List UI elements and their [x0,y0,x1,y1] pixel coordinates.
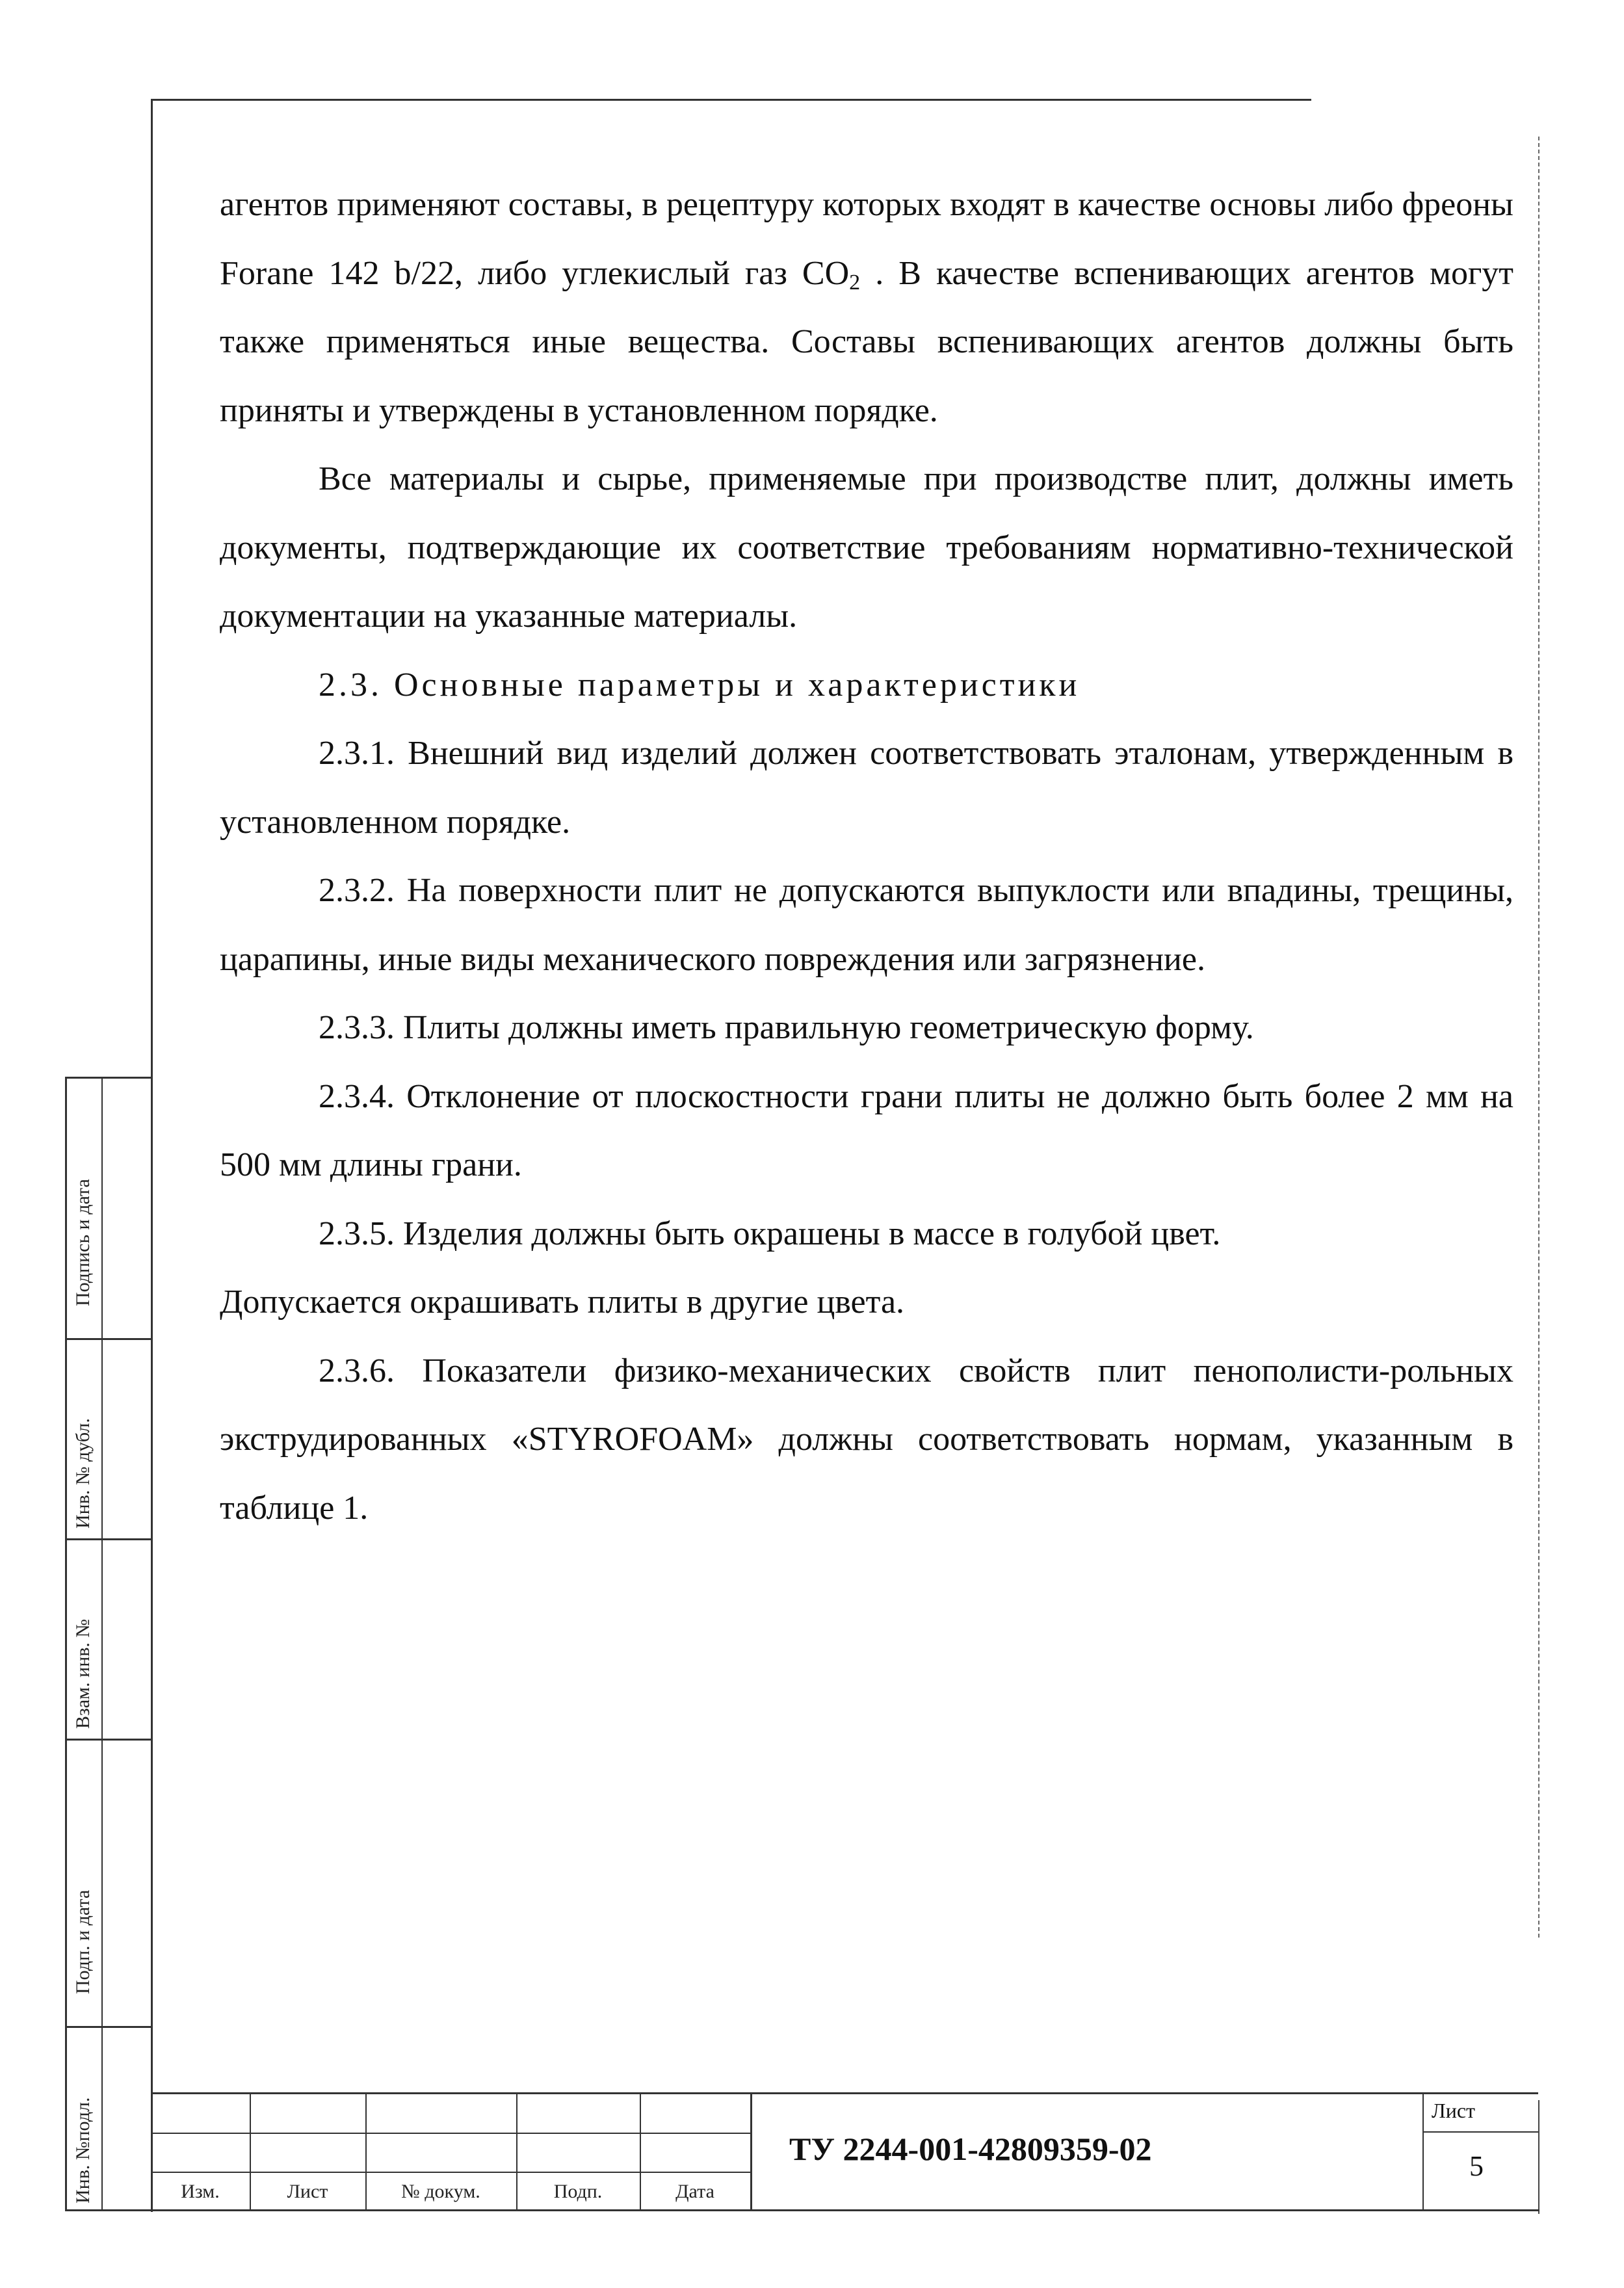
side-cell-sign-date [65,1739,103,2028]
side-label-dup-inv: Инв. № дубл. [72,1418,94,1529]
frame-top-border [151,99,1311,101]
side-label-orig-inv: Инв. №подл. [72,2097,94,2203]
col-label-date: Дата [675,2181,714,2202]
title-block-doc-divider [750,2092,752,2209]
side-cell-repl-inv [65,1538,103,1741]
side-label-sign-date: Подп. и дата [72,1889,94,1994]
side-cell-signature-date [65,1077,103,1340]
frame-bottom-border [65,2209,1539,2211]
paragraph-foaming-agents: агентов применяют составы, в рецептуру которых входят в качестве основы либо фреоны Forane 142 b/22, либо углекислый газ $CO_2$ . В качестве вспенивающих агентов могут также применяться иные вещества. Составы вспенивающих агентов должны быть приняты и утверждены в установленном порядке. [220,186,1513,429]
sheet-label: Лист [1432,2099,1476,2122]
title-block-row-line-2 [151,2172,750,2173]
clause-2-3-5: 2.3.5. Изделия должны быть окрашены в массе в голубой цвет. [319,1215,1221,1252]
title-block-row-line-1 [151,2133,750,2134]
col-label-change: Изм. [181,2181,220,2202]
clause-2-3-4: 2.3.4. Отклонение от плоскостности грани плиты не должно быть более 2 мм на 500 мм длины грани. [220,1077,1513,1183]
section-heading-2-3: 2.3. Основные параметры и характеристики [319,666,1080,703]
side-label-signature-date: Подпись и дата [72,1179,94,1306]
side-cell-signature-date-value [101,1077,152,1340]
side-cell-repl-inv-value [101,1538,152,1741]
clause-2-3-2: 2.3.2. На поверхности плит не допускаются выпуклости или впадины, трещины, царапины, иные виды механического повреждения или загрязнение. [220,872,1513,978]
title-block-sheet-row-line [1422,2131,1538,2133]
side-cell-dup-inv-value [101,1338,152,1540]
document-body [220,170,1513,1542]
side-cell-orig-inv-value [101,2026,152,2211]
clause-2-3-5-continued: Допускается окрашивать плиты в другие цвета. [220,1283,905,1321]
clause-2-3-6: 2.3.6. Показатели физико-механических свойств плит пенополисти-рольных экструдированных «STYROFOAM» должны соответствовать нормам, указанным в таблице 1. [220,1352,1513,1527]
sheet-number: 5 [1469,2150,1484,2182]
side-cell-orig-inv [65,2026,103,2211]
clause-2-3-3: 2.3.3. Плиты должны иметь правильную геометрическую форму. [319,1009,1254,1046]
paragraph-materials: Все материалы и сырье, применяемые при производстве плит, должны иметь документы, подтверждающие их соответствие требованиям нормативно-технической документации на указанные материалы. [220,460,1513,635]
title-block-sheet-divider [1422,2092,1424,2209]
col-label-sign: Подп. [553,2181,603,2202]
title-block [151,2092,1538,2209]
frame-right-border-lower [1538,2100,1539,2214]
side-registration-strip [65,1077,151,2209]
side-cell-dup-inv [65,1338,103,1540]
frame-right-border [1538,137,1539,1938]
col-label-doc: № докум. [401,2181,480,2202]
document-number: ТУ 2244-001-42809359-02 [789,2131,1152,2167]
side-label-repl-inv: Взам. инв. № [72,1618,94,1729]
col-label-sheet: Лист [287,2181,328,2202]
clause-2-3-1: 2.3.1. Внешний вид изделий должен соответствовать эталонам, утвержденным в установленном порядке. [220,735,1513,841]
title-block-top-line [151,2092,1538,2094]
side-cell-sign-date-value [101,1739,152,2028]
